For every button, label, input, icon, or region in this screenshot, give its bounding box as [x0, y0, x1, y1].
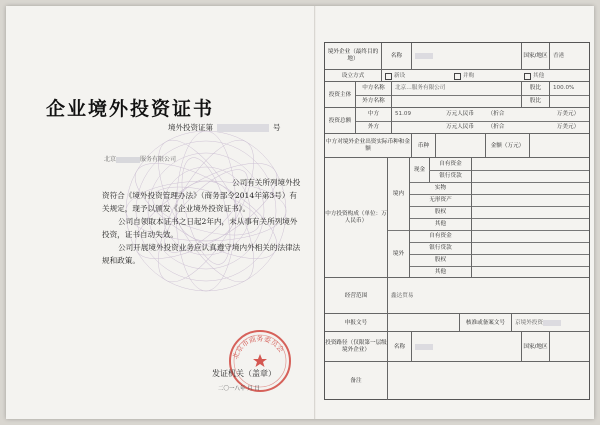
path-name-label: 名称 — [387, 332, 411, 362]
country-label: 国家/地区 — [521, 43, 549, 69]
currency-value — [435, 134, 485, 158]
certificate-number-suffix: 号 — [273, 123, 281, 132]
investor-label: 投资主体 — [328, 91, 352, 98]
country-value: 香港 — [549, 43, 589, 69]
chinese-side-usd-unit: 万美元） — [556, 111, 580, 117]
row-business-scope — [325, 277, 589, 314]
checkbox-icon — [385, 73, 392, 80]
foreign-side-conversion: （折合 — [487, 124, 505, 130]
body-paragraph-2: 公司自领取本证书之日起2年内，未从事有关所列境外投资，证书自动失效。 — [102, 217, 298, 239]
composition-label: 中方投资构成（单位：万人民币） — [325, 211, 387, 224]
certificate-body — [102, 176, 302, 267]
actual-currency-label: 中方对境外企业出资实际币种和金额 — [326, 139, 410, 152]
investment-path-label: 投资路径（仅限第一层级境外企业） — [325, 340, 387, 353]
cash-label: 现金 — [409, 158, 429, 182]
enterprise-name-value — [411, 43, 521, 69]
redacted-approval-number — [543, 320, 561, 326]
certificate-number-label: 境外投资证第 — [168, 123, 213, 132]
certificate-number — [168, 122, 281, 133]
cash-bank-loan: 银行贷款 — [429, 170, 471, 182]
row-investors — [325, 81, 589, 108]
path-name-value — [411, 332, 521, 362]
certificate-left-page — [6, 6, 312, 419]
redacted-path-name — [415, 344, 433, 350]
foreign-side-unit: 万元人民币 — [446, 124, 474, 130]
foreign-side-usd-unit: 万美元） — [556, 124, 580, 130]
row-remarks — [325, 361, 589, 400]
redacted-enterprise-name — [415, 53, 433, 59]
chinese-side-label: 中方 — [355, 108, 391, 121]
overseas-enterprise-label: 境外企业（最终目的地） — [327, 49, 379, 62]
option-new-label: 新设 — [394, 72, 406, 79]
approval-number-label: 核准或备案文号 — [459, 314, 511, 332]
row-investment-composition — [325, 157, 589, 278]
certificate-title: 企业境外投资证书 — [46, 98, 215, 120]
issuing-authority: 发证机关（盖章） — [212, 369, 276, 378]
company-name — [104, 154, 176, 163]
overseas-own-funds: 自有资金 — [409, 230, 471, 242]
remarks-label: 备注 — [350, 377, 362, 384]
overseas-label: 境外 — [387, 230, 409, 278]
seal-text: 北京市商务委员会 — [231, 334, 286, 361]
option-other-label: 其他 — [533, 72, 545, 79]
path-country-value — [549, 332, 589, 362]
issue-date: 二〇一八年 月 日 — [218, 386, 260, 392]
domestic-intangible: 无形资产 — [409, 194, 471, 206]
chinese-party-value: 北京…服务有限公司 — [391, 82, 521, 95]
overseas-equity: 股权 — [409, 254, 471, 266]
investment-details-table — [324, 42, 590, 400]
row-total-investment — [325, 107, 589, 134]
option-acquisition-label: 并购 — [463, 72, 475, 79]
body-paragraph-3: 公司开展境外投资业务应认真遵守境内外相关的法律法规和政策。 — [102, 243, 301, 265]
share-ratio-label: 股比 — [521, 82, 549, 95]
share-ratio-value: 100.0% — [549, 82, 589, 95]
row-filing-number — [325, 313, 589, 332]
redacted-number — [217, 124, 269, 132]
composition-values — [471, 158, 589, 278]
foreign-ratio-label: 股比 — [521, 95, 549, 108]
overseas-bank-loan: 银行贷款 — [409, 242, 471, 254]
page-fold — [314, 6, 316, 419]
redacted-company — [116, 157, 140, 163]
checkbox-icon — [454, 73, 461, 80]
chinese-side-amount: 51.09 — [391, 108, 441, 121]
amount-value — [529, 134, 589, 158]
domestic-physical: 实物 — [409, 182, 471, 194]
business-scope-value: 鑫达贸易 — [387, 278, 589, 314]
path-country-label: 国家/地区 — [521, 332, 549, 362]
approval-number-value — [511, 314, 589, 332]
company-name-suffix: 服务有限公司 — [140, 156, 177, 163]
filing-number-value — [387, 314, 459, 332]
row-overseas-enterprise — [325, 43, 589, 69]
total-investment-label: 投资总额 — [328, 117, 352, 124]
amount-label: 金额（万元） — [485, 134, 529, 158]
company-name-prefix: 北京 — [104, 156, 117, 163]
checkbox-icon — [524, 73, 531, 80]
chinese-party-label: 中方名称 — [355, 82, 391, 95]
chinese-side-conversion: （折合 — [487, 111, 505, 117]
filing-number-label: 申报文号 — [344, 319, 368, 326]
approval-number-text: 京境外投资 — [515, 319, 543, 326]
certificate-right-page — [318, 6, 594, 419]
row-actual-currency — [325, 133, 589, 158]
domestic-label: 境内 — [387, 158, 409, 230]
overseas-other: 其他 — [409, 266, 471, 278]
establishment-label: 设立方式 — [341, 72, 365, 79]
name-label: 名称 — [381, 43, 411, 69]
domestic-equity: 股权 — [409, 206, 471, 218]
chinese-side-unit: 万元人民币 — [446, 111, 474, 117]
body-paragraph-1: 公司有关所列境外投资符合《境外投资管理办法》（商务部令2014年第3号）有关规定，现予以颁发《企业境外投资证书》。 — [102, 178, 301, 213]
foreign-side-label: 外方 — [355, 121, 391, 134]
certificate-sheet — [6, 6, 594, 419]
domestic-other: 其他 — [409, 218, 471, 230]
business-scope-label: 经营范围 — [344, 292, 368, 299]
cash-own-funds: 自有资金 — [429, 158, 471, 170]
remarks-value — [387, 362, 589, 400]
row-investment-path — [325, 331, 589, 362]
foreign-party-label: 外方名称 — [355, 95, 391, 108]
currency-label: 币种 — [411, 134, 435, 158]
